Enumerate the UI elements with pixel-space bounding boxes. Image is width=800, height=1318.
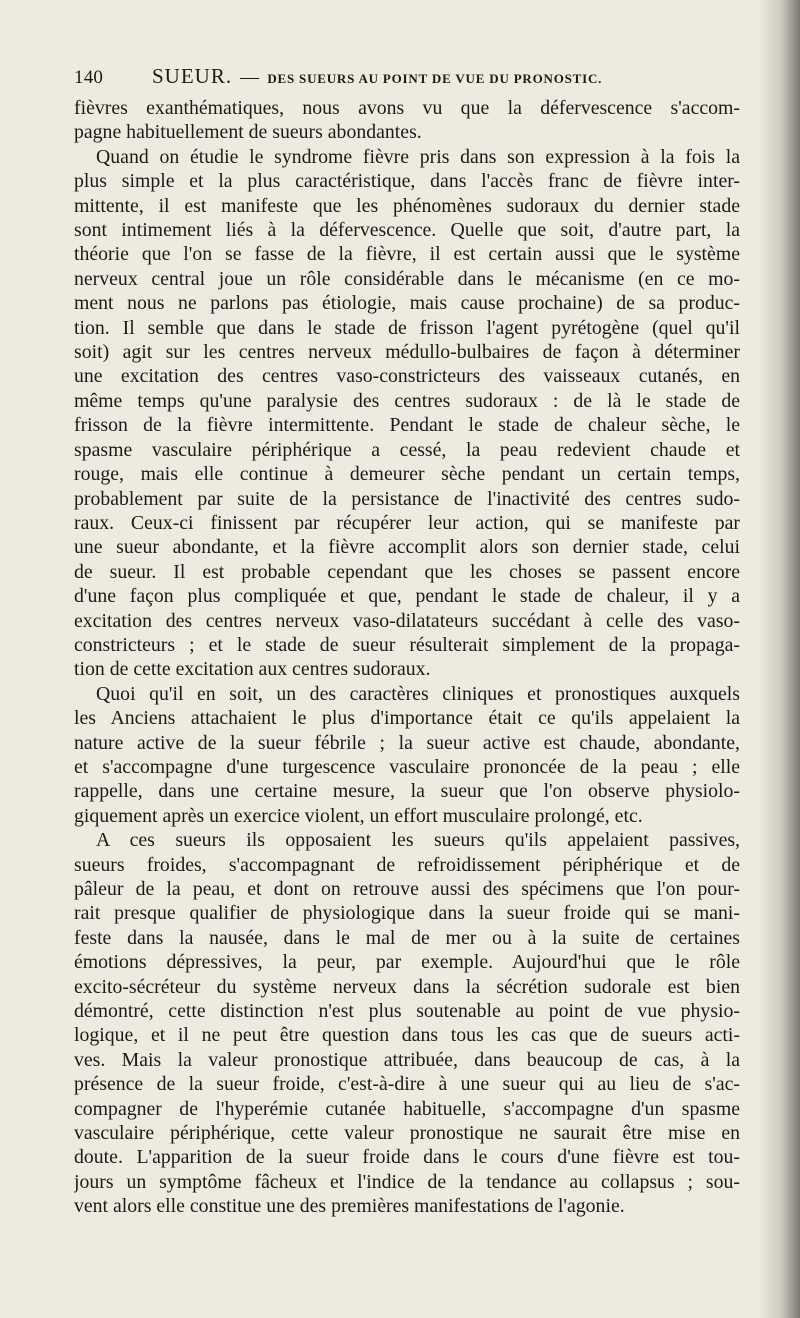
running-head [74, 64, 754, 89]
text-line: raux. Ceux-ci finissent par récupérer leur action, qui se manifeste par [74, 511, 740, 534]
text-line: les Anciens attachaient le plus d'importance était ce qu'ils appelaient la [74, 707, 740, 730]
text-line: vent alors elle constitue une des premières manifestations de l'agonie. [74, 1195, 625, 1218]
page-number: 140 [74, 67, 104, 88]
text-line: vasculaire périphérique, cette valeur pronostique ne saurait être mise en [74, 1122, 740, 1145]
running-head-dash: — [240, 67, 260, 88]
text-line: logique, et il ne peut être question dans tous les cas que de sueurs acti- [74, 1024, 740, 1047]
text-line: doute. L'apparition de la sueur froide dans le cours d'une fièvre est tou- [74, 1146, 740, 1169]
text-line: constricteurs ; et le stade de sueur résulterait simplement de la propaga- [74, 633, 740, 656]
page-edge-shadow [758, 0, 800, 1318]
text-line: feste dans la nausée, dans le mal de mer ou à la suite de certaines [74, 926, 740, 949]
body-text [74, 96, 740, 1219]
text-line: même temps qu'une paralysie des centres sudoraux : de là le stade de [74, 389, 740, 412]
text-line: de sueur. Il est probable cependant que les choses se passent encore [74, 560, 740, 583]
text-line: une sueur abondante, et la fièvre accomplit alors son dernier stade, celui [74, 536, 740, 559]
text-line: plus simple et la plus caractéristique, dans l'accès franc de fièvre inter- [74, 170, 740, 193]
text-line: Quand on étudie le syndrome fièvre pris dans son expression à la fois la [96, 145, 740, 168]
text-line: nerveux central joue un rôle considérable dans le mécanisme (en ce mo- [74, 267, 740, 290]
text-line: sont intimement liés à la défervescence. Quelle que soit, d'autre part, la [74, 219, 740, 242]
text-line: Quoi qu'il en soit, un des caractères cliniques et pronostiques auxquels [96, 682, 740, 705]
text-line: d'une façon plus compliquée et que, pendant le stade de chaleur, il y a [74, 585, 740, 608]
text-line: tion. Il semble que dans le stade de frisson l'agent pyrétogène (quel qu'il [74, 316, 740, 339]
text-line: excitation des centres nerveux vaso-dilatateurs succédant à celle des vaso- [74, 609, 740, 632]
text-line: compagner de l'hyperémie cutanée habituelle, s'accompagne d'un spasme [74, 1097, 740, 1120]
text-line: ves. Mais la valeur pronostique attribuée, dans beaucoup de cas, à la [74, 1048, 740, 1071]
text-line: une excitation des centres vaso-constricteurs des vaisseaux cutanés, en [74, 365, 740, 388]
text-line: rappelle, dans une certaine mesure, la sueur que l'on observe physiolo- [74, 780, 740, 803]
text-line: émotions dépressives, la peur, par exemple. Aujourd'hui que le rôle [74, 951, 740, 974]
text-line: excito-sécréteur du système nerveux dans la sécrétion sudorale est bien [74, 975, 740, 998]
text-line: A ces sueurs ils opposaient les sueurs qu'ils appelaient passives, [96, 829, 740, 852]
text-line: jours un symptôme fâcheux et l'indice de la tendance au collapsus ; sou- [74, 1170, 740, 1193]
text-line: probablement par suite de la persistance de l'inactivité des centres sudo- [74, 487, 740, 510]
text-line: et s'accompagne d'une turgescence vasculaire prononcée de la peau ; elle [74, 755, 740, 778]
text-line: rouge, mais elle continue à demeurer sèche pendant un certain temps, [74, 463, 740, 486]
text-line: pâleur de la peau, et dont on retrouve aussi des spécimens que l'on pour- [74, 878, 740, 900]
running-head-author: SUEUR. [152, 64, 233, 88]
text-line: pagne habituellement de sueurs abondantes. [74, 121, 422, 144]
text-line: sueurs froides, s'accompagnant de refroidissement périphérique et de [74, 853, 740, 876]
text-line: démontré, cette distinction n'est plus soutenable au point de vue physio- [74, 1000, 740, 1023]
text-line: spasme vasculaire périphérique a cessé, la peau redevient chaude et [74, 438, 740, 461]
running-head-title: DES SUEURS AU POINT DE VUE DU PRONOSTIC. [267, 71, 603, 86]
text-line: mittente, il est manifeste que les phénomènes sudoraux du dernier stade [74, 194, 740, 217]
text-line: ment nous ne parlons pas étiologie, mais cause prochaine) de sa produc- [74, 292, 740, 315]
text-line: soit) agit sur les centres nerveux médullo-bulbaires de façon à déterminer [74, 341, 740, 364]
text-line: présence de la sueur froide, c'est-à-dire à une sueur qui au lieu de s'ac- [74, 1073, 740, 1096]
text-line: giquement après un exercice violent, un effort musculaire prolongé, etc. [74, 804, 643, 827]
text-line: rait presque qualifier de physiologique dans la sueur froide qui se mani- [74, 902, 740, 925]
text-line: tion de cette excitation aux centres sudoraux. [74, 658, 431, 681]
text-line: nature active de la sueur fébrile ; la sueur active est chaude, abondante, [74, 731, 740, 754]
text-line: frisson de la fièvre intermittente. Pendant le stade de chaleur sèche, le [74, 414, 740, 437]
text-line: fièvres exanthématiques, nous avons vu que la défervescence s'accom- [74, 97, 740, 119]
text-line: théorie que l'on se fasse de la fièvre, il est certain aussi que le système [74, 243, 740, 266]
